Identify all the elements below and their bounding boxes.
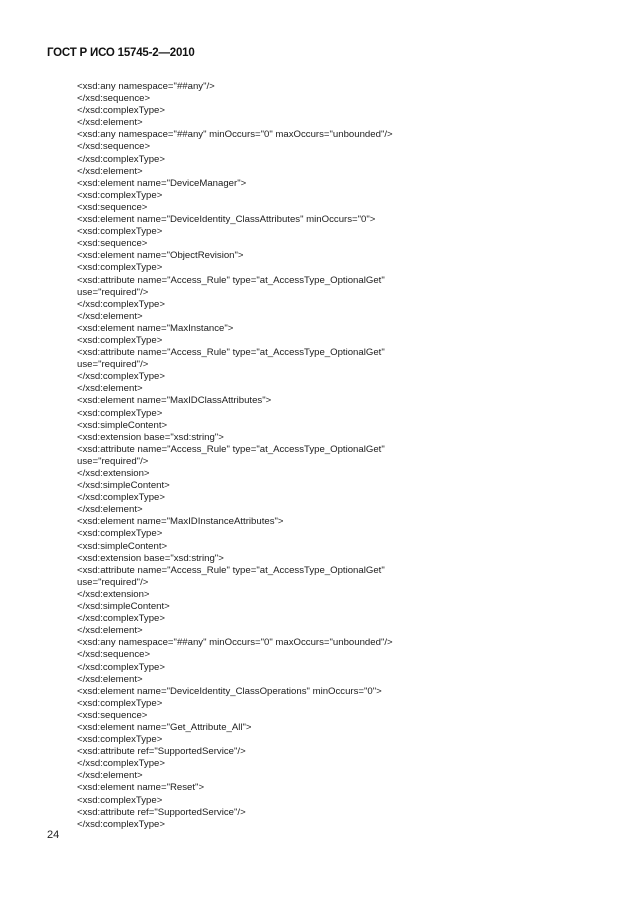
- code-line: use="required"/>: [77, 455, 149, 467]
- code-line: <xsd:element name="ObjectRevision">: [77, 250, 244, 262]
- code-line: </xsd:element>: [77, 310, 143, 322]
- code-line: <xsd:any namespace="##any"/>: [77, 81, 215, 92]
- code-line: <xsd:element name="MaxIDClassAttributes">: [77, 395, 272, 407]
- code-line: <xsd:complexType>: [77, 334, 163, 346]
- code-line: </xsd:element>: [77, 117, 143, 129]
- code-line: </xsd:complexType>: [77, 105, 165, 117]
- code-line: <xsd:extension base="xsd:string">: [77, 431, 224, 443]
- code-line: </xsd:complexType>: [77, 613, 165, 625]
- code-line: use="required"/>: [77, 359, 149, 371]
- code-line: </xsd:complexType>: [77, 371, 165, 383]
- code-line: <xsd:attribute ref="SupportedService"/>: [77, 806, 246, 818]
- code-line: <xsd:complexType>: [77, 794, 163, 806]
- code-line: use="required"/>: [77, 576, 149, 588]
- code-line: </xsd:element>: [77, 625, 143, 637]
- code-line: <xsd:any namespace="##any" minOccurs="0" maxOccurs="unbounded"/>: [77, 129, 393, 141]
- code-line: use="required"/>: [77, 286, 149, 298]
- code-line: <xsd:complexType>: [77, 189, 163, 201]
- code-line: <xsd:sequence>: [77, 238, 148, 250]
- code-line: </xsd:simpleContent>: [77, 480, 170, 492]
- code-line: <xsd:complexType>: [77, 528, 163, 540]
- code-line: </xsd:element>: [77, 383, 143, 395]
- code-line: </xsd:complexType>: [77, 492, 165, 504]
- document-header: ГОСТ Р ИСО 15745-2—2010: [47, 47, 195, 59]
- code-line: <xsd:element name="MaxIDInstanceAttributes">: [77, 516, 284, 528]
- code-line: </xsd:complexType>: [77, 298, 165, 310]
- code-line: <xsd:simpleContent>: [77, 419, 168, 431]
- code-line: </xsd:sequence>: [77, 141, 151, 153]
- code-line: <xsd:extension base="xsd:string">: [77, 552, 224, 564]
- page-number: 24: [47, 829, 60, 841]
- code-line: <xsd:attribute name="Access_Rule" type="at_AccessType_OptionalGet": [77, 564, 385, 576]
- code-line: <xsd:attribute name="Access_Rule" type="at_AccessType_OptionalGet": [77, 274, 385, 286]
- code-line: <xsd:element name="DeviceIdentity_ClassAttributes" minOccurs="0">: [77, 214, 376, 226]
- code-line: <xsd:simpleContent>: [77, 540, 168, 552]
- code-line: </xsd:complexType>: [77, 153, 165, 165]
- code-line: <xsd:sequence>: [77, 709, 148, 721]
- code-line: </xsd:complexType>: [77, 661, 165, 673]
- code-line: </xsd:complexType>: [77, 818, 165, 830]
- code-line: <xsd:element name="MaxInstance">: [77, 322, 234, 334]
- code-line: <xsd:sequence>: [77, 201, 148, 213]
- code-line: <xsd:element name="DeviceIdentity_ClassOperations" minOccurs="0">: [77, 685, 382, 697]
- code-line: <xsd:attribute ref="SupportedService"/>: [77, 746, 246, 758]
- code-line: <xsd:complexType>: [77, 697, 163, 709]
- code-line: <xsd:element name="DeviceManager">: [77, 177, 247, 189]
- code-line: </xsd:element>: [77, 165, 143, 177]
- code-line: </xsd:sequence>: [77, 649, 151, 661]
- code-line: <xsd:complexType>: [77, 734, 163, 746]
- code-line: <xsd:attribute name="Access_Rule" type="at_AccessType_OptionalGet": [77, 443, 385, 455]
- xsd-code-listing: [77, 81, 393, 831]
- code-line: <xsd:element name="Get_Attribute_All">: [77, 721, 252, 733]
- code-line: <xsd:any namespace="##any" minOccurs="0" maxOccurs="unbounded"/>: [77, 637, 393, 649]
- code-line: </xsd:element>: [77, 673, 143, 685]
- code-line: <xsd:attribute name="Access_Rule" type="at_AccessType_OptionalGet": [77, 347, 385, 359]
- code-line: </xsd:complexType>: [77, 758, 165, 770]
- code-line: <xsd:complexType>: [77, 407, 163, 419]
- code-line: </xsd:extension>: [77, 468, 150, 479]
- code-line: <xsd:element name="Reset">: [77, 782, 205, 794]
- code-line: <xsd:complexType>: [77, 226, 163, 238]
- code-line: </xsd:element>: [77, 770, 143, 782]
- code-line: <xsd:complexType>: [77, 262, 163, 274]
- code-line: </xsd:sequence>: [77, 93, 151, 105]
- code-line: </xsd:simpleContent>: [77, 601, 170, 613]
- code-line: </xsd:element>: [77, 504, 143, 516]
- code-line: </xsd:extension>: [77, 588, 150, 600]
